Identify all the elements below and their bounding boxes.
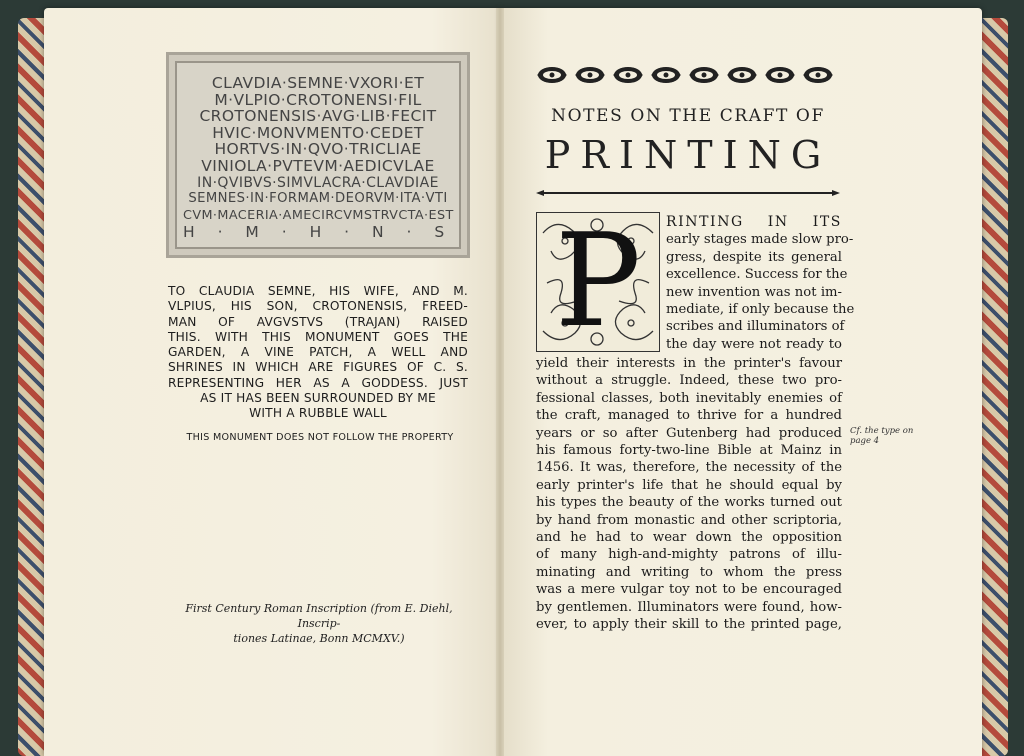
book-gutter (496, 8, 504, 756)
translation-line: THIS. WITH THIS MONUMENT GOES THE (168, 329, 468, 344)
figure-caption (166, 601, 472, 646)
inscription-line: M·VLPIO·CROTONENSI·FIL (214, 90, 422, 109)
body-line: and he had to wear down the opposition (536, 530, 842, 546)
inscription-line: IN·QVIBVS·SIMVLACRA·CLAVDIAE (197, 174, 439, 191)
body-line: early printer's life that he should equal by (536, 477, 842, 493)
body-line: his famous forty-two-line Bible at Mainz in (536, 443, 842, 459)
body-line: fessional classes, both inevitably enemies of (536, 390, 842, 406)
margin-note: Cf. the type on page 4 (850, 426, 914, 446)
body-line: without a struggle. Indeed, these two pro- (536, 373, 842, 389)
body-line: mediate, if only because the (666, 302, 855, 318)
translation-line: VLPIUS, HIS SON, CROTONENSIS, FREED- (168, 299, 468, 314)
body-line: early stages made slow pro- (666, 232, 854, 248)
translation-line: AS IT HAS BEEN SURROUNDED BY ME (200, 391, 436, 406)
caption-line: tiones Latinae, Bonn MCMXV.) (233, 632, 405, 645)
translation-line: REPRESENTING HER AS A GODDESS. JUST (168, 375, 468, 390)
inscription-plate (166, 52, 470, 258)
body-line: was a mere vulgar toy not to be encouraged (536, 582, 842, 598)
inscription-line: CROTONENSIS·AVG·LIB·FECIT (199, 107, 437, 126)
body-line: RINTING IN ITS (666, 214, 842, 230)
translation-line: TO CLAUDIA SEMNE, HIS WIFE, AND M. (168, 284, 468, 298)
inscription-line: CVM·MACERIA·AMECIRCVMSTRVCTA·EST (183, 207, 454, 223)
translation-line: GARDEN, A VINE PATCH, A WELL AND (168, 345, 468, 360)
ornament-border (534, 64, 836, 86)
body-line: his types the beauty of the works turned out (536, 495, 842, 511)
caption-line: First Century Roman Inscription (from E. Diehl, Inscrip- (185, 602, 453, 630)
body-line: by gentlemen. Illuminators were found, how- (536, 599, 842, 615)
body-line: of many high-and-mighty patrons of illu- (536, 547, 842, 563)
inscription-translation (168, 284, 468, 422)
translation-line: SHRINES IN WHICH ARE FIGURES OF C. S. (168, 360, 468, 375)
body-line: by hand from monastic and other scriptoria, (536, 512, 842, 528)
inscription-line: H · M · H · N · S (183, 223, 454, 242)
body-line: ever, to apply their skill to the printed page, (536, 617, 842, 633)
title-line-2: PRINTING (544, 133, 832, 177)
translation-line: MAN OF AVGVSTVS (TRAJAN) RAISED (168, 314, 468, 329)
body-line: gress, despite its general (666, 249, 842, 265)
inscription-line: CLAVDIA·SEMNE·VXORI·ET (211, 74, 425, 92)
inscription-line: SEMNES·IN·FORMAM·DEORVM·ITA·VTI (188, 191, 448, 207)
body-line: 1456. It was, therefore, the necessity of the (536, 460, 842, 476)
drop-cap (536, 207, 660, 356)
title-rule (536, 190, 840, 196)
body-line: minating and writing to whom the press (536, 564, 842, 580)
body-text-main (536, 355, 842, 634)
title-line-1: NOTES ON THE CRAFT OF (551, 106, 825, 126)
body-line: the craft, managed to thrive for a hundred (536, 408, 842, 424)
property-note: THIS MONUMENT DOES NOT FOLLOW THE PROPERTY (186, 432, 454, 443)
inscription-line: HORTVS·IN·QVO·TRICLIAE (214, 140, 422, 159)
body-line: years or so after Gutenberg had produced (536, 425, 842, 441)
body-text-beside-dropcap (666, 214, 855, 353)
translation-line: WITH A RUBBLE WALL (249, 406, 387, 421)
drop-cap-letter: P (554, 207, 642, 356)
body-line: excellence. Success for the (666, 267, 848, 283)
body-line: new invention was not im- (666, 284, 842, 300)
inscription-line: VINIOLA·PVTEVM·AEDICVLAE (201, 156, 435, 175)
body-line: scribes and illuminators of (666, 319, 845, 335)
body-line: yield their interests in the printer's favour (536, 356, 842, 371)
inscription-line: HVIC·MONVMENTO·CEDET (212, 123, 424, 142)
body-line: the day were not ready to (666, 336, 842, 352)
